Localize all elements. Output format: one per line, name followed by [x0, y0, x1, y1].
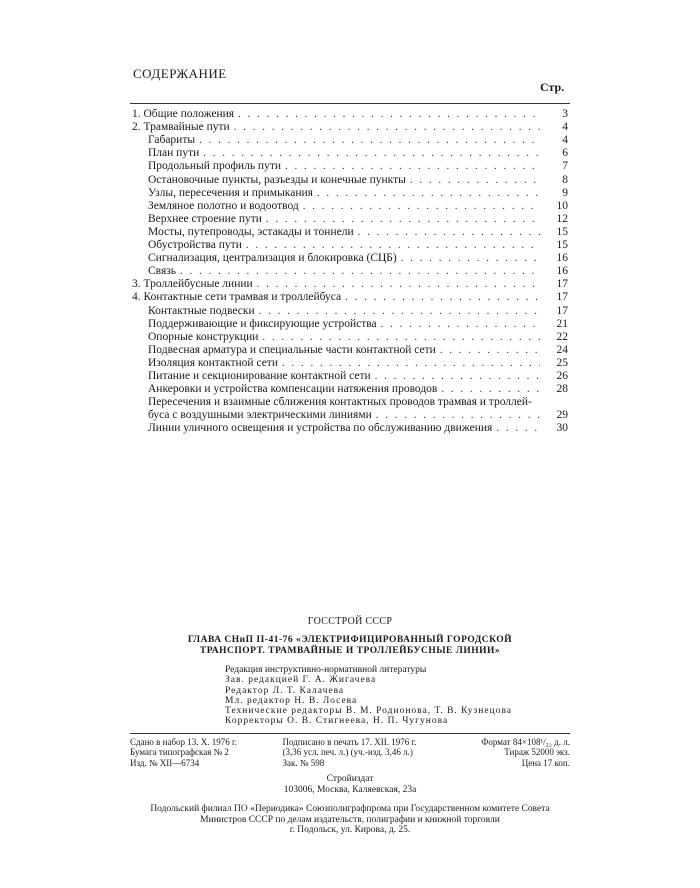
publication-line: Тираж 52000 экз. — [504, 747, 570, 758]
toc-entry-page: 17 — [556, 291, 568, 304]
toc-entry — [132, 147, 568, 160]
toc-entry-page: 17 — [556, 304, 568, 317]
toc-leader-dots — [266, 213, 540, 226]
toc-entry-title: Контактные подвески — [148, 304, 255, 317]
toc-leader-dots — [234, 121, 540, 134]
toc-entry-title: 4. Контактные сети трамвая и троллейбуса — [132, 291, 342, 304]
document-title-line: ТРАНСПОРТ. ТРАМВАЙНЫЕ И ТРОЛЛЕЙБУСНЫЕ ЛИНИИ» — [199, 646, 501, 656]
printer-line: г. Подольск, ул. Кирова, д. 25. — [289, 825, 411, 836]
toc-leader-dots — [246, 239, 540, 252]
toc-entry — [132, 200, 568, 213]
publisher-address: 103006, Москва, Каляевская, 23а — [283, 785, 417, 796]
toc-entry — [132, 278, 568, 291]
toc-entry — [132, 265, 568, 278]
toc-entry — [132, 370, 568, 383]
toc-entry-title: Поддерживающие и фиксирующие устройства — [148, 317, 377, 330]
toc-leader-dots — [410, 174, 540, 187]
toc-entry — [132, 422, 568, 435]
toc-leader-dots — [376, 409, 540, 422]
toc-leader-dots — [358, 226, 540, 239]
toc-leader-dots — [180, 265, 540, 278]
publication-column — [283, 737, 438, 769]
toc-leader-dots — [345, 291, 540, 304]
toc-entry-page: 4 — [562, 121, 568, 134]
toc-leader-dots — [401, 252, 540, 265]
staff-line: Технические редакторы В. М. Родионова, Т. В. Кузнецова — [225, 706, 513, 717]
table-of-contents — [132, 108, 568, 435]
toc-entry-title: Верхнее строение пути — [148, 212, 262, 225]
toc-entry-page: 29 — [556, 409, 568, 422]
toc-entry-title: Продольный профиль пути — [148, 160, 282, 173]
toc-entry — [132, 383, 568, 396]
toc-leader-dots — [238, 108, 540, 121]
publication-column — [450, 737, 570, 769]
toc-entry-page: 10 — [556, 199, 568, 212]
toc-entry-title: Анкеровки и устройства компенсации натяжения проводов — [148, 383, 438, 396]
toc-entry — [132, 187, 568, 200]
toc-leader-dots — [282, 357, 540, 370]
publisher-name: Стройиздат — [326, 774, 374, 785]
publication-divider — [130, 733, 570, 734]
toc-entry-title: Габариты — [148, 134, 196, 147]
publication-line: (3,36 усл. печ. л.) (уч.-изд. 3,46 л.) — [282, 747, 413, 758]
toc-entry-page: 7 — [562, 160, 568, 173]
toc-entry-title: Опорные конструкции — [148, 330, 259, 343]
document-title — [130, 635, 570, 657]
publication-line: Сдано в набор 13. X. 1976 г. — [130, 736, 237, 747]
publication-column — [130, 737, 270, 769]
toc-entry-page: 4 — [562, 134, 568, 147]
toc-leader-dots — [375, 370, 540, 383]
staff-line: Корректоры О. В. Стигнеева, Н. П. Чугунова — [225, 716, 449, 727]
toc-entry-page: 22 — [556, 330, 568, 343]
toc-entry — [132, 173, 568, 186]
toc-entry-title: 2. Трамвайные пути — [132, 121, 230, 134]
toc-entry-title: Остановочные пункты, разъезды и конечные пункты — [148, 173, 406, 186]
toc-entry — [132, 226, 568, 239]
toc-entry-title: Изоляция контактной сети — [148, 356, 278, 369]
toc-entry-page: 28 — [556, 383, 568, 396]
toc-leader-dots — [441, 383, 540, 396]
publication-line: Бумага типографская № 2 — [130, 747, 229, 758]
toc-leader-dots — [285, 160, 540, 173]
publication-line: Зак. № 598 — [282, 757, 325, 768]
toc-divider — [130, 103, 570, 104]
page-title: СОДЕРЖАНИЕ — [133, 66, 227, 81]
toc-entry-title: План пути — [148, 147, 200, 160]
toc-leader-dots — [203, 147, 540, 160]
toc-entry — [132, 409, 568, 422]
toc-entry-page: 8 — [562, 173, 568, 186]
toc-entry-title: Земляное полотно и водоотвод — [148, 199, 299, 212]
toc-leader-dots — [317, 187, 540, 200]
toc-leader-dots — [440, 344, 540, 357]
toc-entry-page: 12 — [556, 212, 568, 225]
toc-entry-page: 24 — [556, 343, 568, 356]
imprint — [130, 616, 570, 836]
toc-entry-page: 15 — [556, 239, 568, 252]
toc-entry-page: 17 — [556, 278, 568, 291]
staff-line: Мл. редактор Н. В. Лосева — [225, 695, 358, 706]
printer-line: Министров СССР по делам издательств, полиграфии и книжной торговли — [200, 814, 500, 825]
toc-entry — [132, 344, 568, 357]
toc-entry-page: 6 — [562, 147, 568, 160]
toc-entry-title: Обустройства пути — [148, 239, 242, 252]
printer — [130, 804, 570, 836]
toc-entry — [132, 357, 568, 370]
toc-entry — [132, 121, 568, 134]
publisher — [130, 774, 570, 796]
publication-line: Цена 17 коп. — [521, 757, 570, 768]
toc-leader-dots — [257, 278, 540, 291]
toc-leader-dots — [496, 422, 540, 435]
toc-entry-title: Связь — [148, 265, 177, 278]
toc-entry-page: 16 — [556, 265, 568, 278]
toc-entry-page: 15 — [556, 225, 568, 238]
publication-details — [130, 737, 570, 769]
toc-entry-title: буса с воздушными электрическими линиями — [148, 409, 372, 422]
toc-entry — [132, 134, 568, 147]
editorial-staff — [130, 665, 570, 727]
toc-leader-dots — [303, 200, 540, 213]
toc-entry — [132, 396, 568, 409]
toc-entry-page: 25 — [556, 356, 568, 369]
toc-leader-dots — [199, 134, 540, 147]
toc-entry — [132, 213, 568, 226]
publication-line: Подписано в печать 17. XII. 1976 г. — [282, 736, 417, 747]
publication-line: Изд. № XII—6734 — [130, 757, 200, 768]
document-title-line: ГЛАВА СНиП II-41-76 «ЭЛЕКТРИФИЦИРОВАННЫЙ ГОРОДСКОЙ — [187, 635, 513, 645]
toc-entry-page: 30 — [556, 422, 568, 435]
toc-entry-title: 1. Общие положения — [132, 108, 235, 121]
toc-entry-title: Пересечения и взаимные сближения контактных проводов трамвая и троллей- — [148, 396, 532, 409]
toc-leader-dots — [259, 305, 540, 318]
printer-line: Подольский филиал ПО «Периодика» Союзполиграфпрома при Государственном комитете Совета — [150, 804, 550, 815]
toc-entry-title: Линии уличного освещения и устройства по обслуживанию движения — [148, 422, 493, 435]
toc-entry-title: Мосты, путепроводы, эстакады и тоннели — [148, 225, 354, 238]
toc-leader-dots — [381, 318, 540, 331]
toc-entry — [132, 160, 568, 173]
toc-entry — [132, 291, 568, 304]
toc-entry — [132, 318, 568, 331]
toc-leader-dots — [262, 331, 540, 344]
organization: ГОССТРОЙ СССР — [307, 616, 393, 627]
toc-entry-page: 21 — [556, 317, 568, 330]
toc-entry — [132, 304, 568, 317]
toc-entry-title: Узлы, пересечения и примыкания — [148, 186, 313, 199]
toc-entry — [132, 239, 568, 252]
toc-entry-title: Сигнализация, централизация и блокировка (СЦБ) — [148, 252, 397, 265]
page-column-label: Стр. — [540, 80, 565, 94]
toc-entry-title: 3. Троллейбусные линии — [132, 278, 253, 291]
toc-entry — [132, 108, 568, 121]
staff-line: Зав. редакцией Г. А. Жигачева — [225, 675, 377, 686]
toc-entry — [132, 252, 568, 265]
toc-entry-title: Питание и секционирование контактной сети — [148, 369, 371, 382]
staff-line: Редактор Л. Т. Калачева — [225, 685, 345, 696]
toc-entry-page: 3 — [562, 108, 568, 121]
staff-line: Редакция инструктивно-нормативной литературы — [225, 665, 427, 675]
toc-entry-title: Подвесная арматура и специальные части контактной сети — [148, 343, 436, 356]
toc-entry-page: 16 — [556, 252, 568, 265]
toc-entry-page: 9 — [562, 186, 568, 199]
toc-entry — [132, 331, 568, 344]
publication-line: Формат 84×108¹/₃₂ д. л. — [481, 736, 570, 747]
toc-entry-page: 26 — [556, 369, 568, 382]
